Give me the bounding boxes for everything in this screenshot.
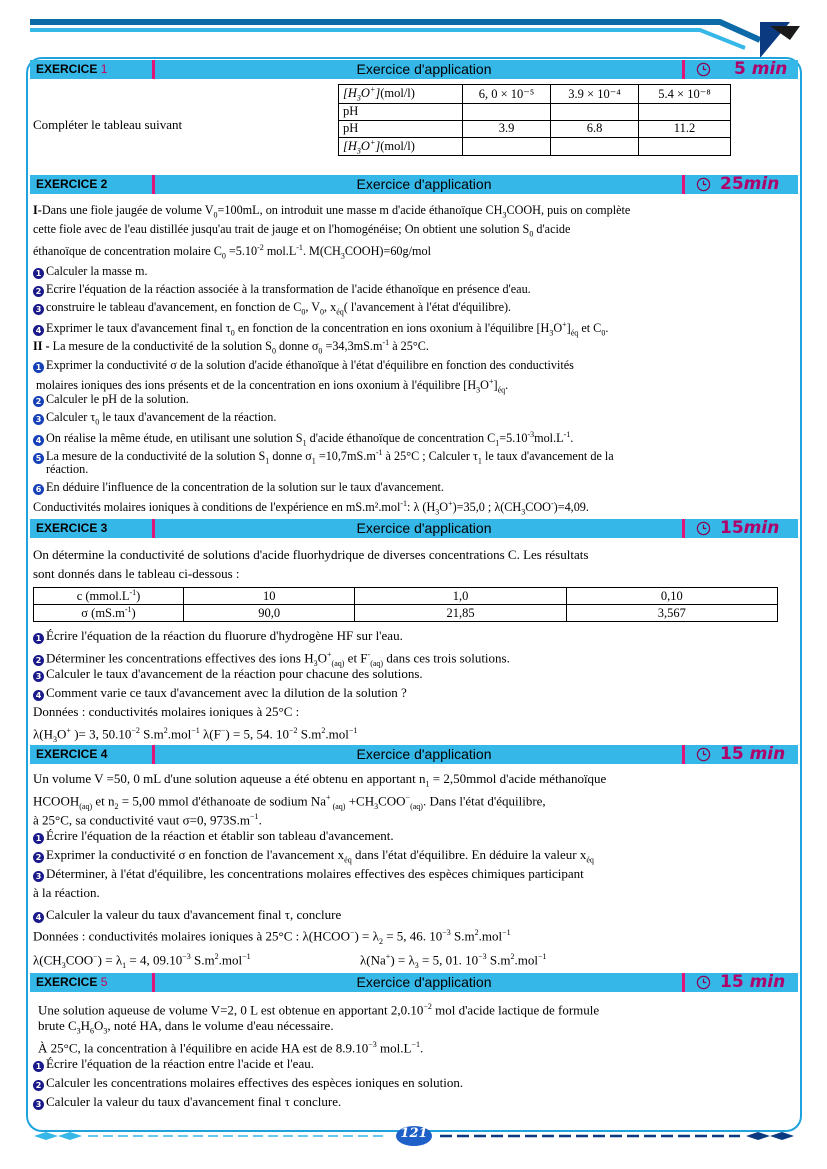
exercise-2-title: Exercice d'application: [356, 176, 492, 192]
exercise-5-header: [30, 973, 798, 992]
bullet-2-icon: 2: [33, 286, 44, 297]
ex5-question-1: 1 Écrire l'équation de la réaction entre l'acide et l'eau.: [33, 1057, 314, 1072]
bullet-2-icon: 2: [33, 852, 44, 863]
ex2-part2-question-6: 6 En déduire l'influence de la concentration de la solution sur le taux d'avancement.: [33, 480, 444, 495]
ex3-data-2: $\lambda(H_3O^+$ )= 3, $50.10^{-2}$ $S.m^2.mol^{-1}$ λ(F−) = 5, 54. $10^{-2}$ $S.m^2.mol^{-1}$: [33, 726, 358, 744]
exercise-1-header: [30, 60, 798, 79]
bullet-4-icon: 4: [33, 435, 44, 446]
bullet-2-icon: 2: [33, 655, 44, 666]
ex4-data-1: Données : conductivités molaires ioniques à 25°C : λ(HCOO−) = $\lambda_2 = 5$, 46. $10^{-3}$ $S.m^2.mol^{-1}$: [33, 928, 511, 946]
divider: [152, 519, 155, 538]
bullet-3-icon: 3: [33, 414, 44, 425]
ex3-data-1: Données : conductivités molaires ioniques à 25°C :: [33, 704, 300, 719]
ex2-question-3: 3 construire le tableau d'avancement, en fonction de $C_0$, $V_0$, $x_{éq}$( l'avancement à l'état d'équilibre).: [33, 300, 511, 319]
exercise-3-header: [30, 519, 798, 538]
clock-icon: [696, 177, 711, 192]
ex4-data-3: $\lambda(Na^+) = \lambda_3 = 5$, 01. $10^{-3}$ $S.m^2.mol^{-1}$: [360, 952, 547, 970]
ex5-line-2: brute $C_3H_6O_3$, noté HA, dans le volume d'eau nécessaire.: [38, 1018, 334, 1036]
exercise-2-header: [30, 175, 798, 194]
bullet-4-icon: 4: [33, 325, 44, 336]
exercise-1-label: EXERCICE 1: [30, 60, 130, 79]
exercise-5-time: 15 min: [686, 973, 798, 992]
top-decoration: [0, 0, 827, 60]
ex2-question-4: 4 Exprimer le taux d'avancement final $\tau_0$ en fonction de la concentration en ions oxonium à l'équilibre $[H_3O^+]_{éq}$ et $C_0$.: [33, 318, 608, 341]
ex2-line-2: cette fiole avec de l'eau distillée jusqu'au trait de jauge et on l'homogénéise; On obtient une solution $S_0$ d'acide: [33, 222, 571, 239]
ex4-question-3: 3 Déterminer, à l'état d'équilibre, les concentrations molaires effectives des espèces chimiques participant: [33, 867, 584, 882]
ex2-line-3: éthanoïque de concentration molaire $C_0 =5.10^{-2}$ $mol.L^{-1}$. $M(CH_3COOH)=60g$/mol: [33, 243, 431, 261]
divider: [152, 60, 155, 79]
ex2-question-1: 1 Calculer la masse m.: [33, 264, 148, 279]
ex4-line-2: $HCOOH_{(aq)}$ et $n_2 = 5,00$ mmol d'éthanoate de sodium Na+ $_{(aq)} +CH_3COO^-_{(aq)}$. Dans l'état d'équilibre,: [33, 793, 546, 811]
ex2-question-2: 2 Ecrire l'équation de la réaction associée à la transformation de l'acide éthanoïque en présence d'eau.: [33, 282, 531, 297]
divider: [682, 175, 685, 194]
exercise-3-label: EXERCICE 3: [30, 519, 130, 538]
exercise-3-title: Exercice d'application: [356, 520, 492, 536]
divider: [682, 973, 685, 992]
bullet-4-icon: 4: [33, 690, 44, 701]
bullet-1-icon: 1: [33, 633, 44, 644]
clock-icon: [696, 747, 711, 762]
ex3-intro-1: On détermine la conductivité de solutions d'acide fluorhydrique de diverses concentrations C. Les résultats: [33, 547, 589, 562]
bullet-1-icon: 1: [33, 362, 44, 373]
ex3-question-1: 1 Écrire l'équation de la réaction du fluorure d'hydrogène HF sur l'eau.: [33, 629, 403, 644]
divider: [682, 60, 685, 79]
ex2-line-1: I-Dans une fiole jaugée de volume $V_0=100mL$, on introduit une masse m d'acide éthanoïque $CH_3COOH$, puis on complète: [33, 203, 631, 220]
bullet-2-icon: 2: [33, 396, 44, 407]
ex5-line-3: À 25°C, la concentration à l'équilibre en acide HA est de $8.9.10^{-3}$ $mol.L^{-1}$.: [38, 1040, 424, 1056]
ex1-instruction: Compléter le tableau suivant: [33, 117, 183, 132]
ex4-data-2: $\lambda(CH_3COO^-) = \lambda_1 = 4$, $09.10^{-3}$ $S.m^2.mol^{-1}$: [33, 952, 251, 970]
ex2-part2-question-5-cont: réaction.: [46, 462, 89, 476]
ex2-part2-question-1-cont: molaires ioniques des ions présents et de la concentration en ions oxonium à l'équilibre $[H_3O^+]_{éq}$.: [36, 377, 509, 395]
bullet-3-icon: 3: [33, 304, 44, 315]
ex4-line-1: Un volume V =50, 0 mL d'une solution aqueuse a été obtenu en apportant $n_1$ = 2,50mmol d'acide méthanoïque: [33, 771, 607, 789]
bullet-4-icon: 4: [33, 912, 44, 923]
ex5-question-3: 3 Calculer la valeur du taux d'avancement final τ conclure.: [33, 1095, 341, 1110]
ex4-line-3: à 25°C, sa conductivité vaut σ=0, $973S.m^{-1}$.: [33, 812, 262, 828]
ex4-question-4: 4 Calculer la valeur du taux d'avancement final τ, conclure: [33, 908, 341, 923]
exercise-1-title: Exercice d'application: [356, 61, 492, 77]
bullet-1-icon: 1: [33, 1061, 44, 1072]
bullet-5-icon: 5: [33, 453, 44, 464]
divider: [682, 519, 685, 538]
ex4-question-1: 1 Écrire l'équation de la réaction et établir son tableau d'avancement.: [33, 829, 394, 844]
bullet-3-icon: 3: [33, 1099, 44, 1110]
exercise-4-time: 15 min: [686, 745, 798, 764]
ex1-table: $[H_3O^+](mol/l)$ 6, 0 × 10⁻⁵ 3.9 × 10⁻⁴ 5.4 × 10⁻⁸ pH pH 3.9 6.8 11.2 $[H_3O^+](mol/l)$: [338, 84, 731, 156]
ex3-question-4: 4 Comment varie ce taux d'avancement avec la dilution de la solution ?: [33, 686, 407, 701]
exercise-5-title: Exercice d'application: [356, 974, 492, 990]
exercise-4-label: EXERCICE 4: [30, 745, 130, 764]
ex2-part2-question-5: 5 La mesure de la conductivité de la solution $S_1$ donne $\sigma_1 =10,7mS.m^{-1}$ à 25°C ; Calculer $\tau_1$ le taux d'avancement de la: [33, 446, 614, 469]
ex2-conductivities: Conductivités molaires ioniques à conditions de l'expérience en mS.m².mol$^{-1}$: λ $(H_3O^+)=35,0$ ; $\lambda(CH_3COO^-)=4,09$.: [33, 499, 589, 517]
ex5-question-2: 2 Calculer les concentrations molaires effectives des espèces ioniques en solution.: [33, 1076, 463, 1091]
bullet-6-icon: 6: [33, 484, 44, 495]
divider: [152, 175, 155, 194]
page-number: 121: [400, 1126, 428, 1141]
clock-icon: [696, 62, 711, 77]
exercise-5-label: EXERCICE 5: [30, 973, 130, 992]
bullet-3-icon: 3: [33, 671, 44, 682]
bullet-1-icon: 1: [33, 268, 44, 279]
exercise-3-time: 15min: [686, 519, 798, 538]
bullet-1-icon: 1: [33, 833, 44, 844]
ex2-part2-question-4: 4 On réalise la même étude, en utilisant une solution $S_1$ d'acide éthanoïque de concentration $C_1=5.10^{-3}mol.L^{-1}$.: [33, 428, 573, 451]
divider: [682, 745, 685, 764]
clock-icon: [696, 975, 711, 990]
exercise-4-header: [30, 745, 798, 764]
exercise-4-title: Exercice d'application: [356, 746, 492, 762]
ex2-part2-question-2: 2 Calculer le pH de la solution.: [33, 392, 189, 407]
exercise-2-time: 25min: [686, 175, 798, 194]
ex3-question-2: 2 Déterminer les concentrations effectives des ions $H_3O^+_{(aq)}$ et $F^-_{(aq)}$ dans ces trois solutions.: [33, 648, 510, 671]
ex5-line-1: Une solution aqueuse de volume V=2, 0 L est obtenue en apportant $2,0.10^{-2}$ mol d'acide lactique de formule: [38, 1002, 600, 1018]
ex2-part-2: II - La mesure de la conductivité de la solution $S_0$ donne $\sigma_0 =34,3mS.m^{-1}$ à 25°C.: [33, 338, 429, 356]
ex3-question-3: 3 Calculer le taux d'avancement de la réaction pour chacune des solutions.: [33, 667, 423, 682]
ex2-part2-question-1: 1 Exprimer la conductivité σ de la solution d'acide éthanoïque à l'état d'équilibre en fonction des conductivités: [33, 358, 574, 373]
bullet-2-icon: 2: [33, 1080, 44, 1091]
exercise-2-label: EXERCICE 2: [30, 175, 130, 194]
divider: [152, 973, 155, 992]
ex4-question-2: 2 Exprimer la conductivité σ en fonction de l'avancement $x_{éq}$ dans l'état d'équilibre. En déduire la valeur $x_{éq}$: [33, 848, 594, 868]
ex2-part2-question-3: 3 Calculer $\tau_0$ le taux d'avancement de la réaction.: [33, 410, 276, 429]
exercise-1-time: 5 min: [686, 60, 798, 79]
ex4-question-3-cont: à la réaction.: [33, 885, 100, 900]
ex3-table: c $(mmol.L^{-1})$ 10 1,0 0,10 σ $(mS.m^{-1})$ 90,0 21,85 3,567: [33, 587, 778, 622]
divider: [152, 745, 155, 764]
bullet-3-icon: 3: [33, 871, 44, 882]
clock-icon: [696, 521, 711, 536]
ex3-intro-2: sont donnés dans le tableau ci-dessous :: [33, 566, 240, 581]
